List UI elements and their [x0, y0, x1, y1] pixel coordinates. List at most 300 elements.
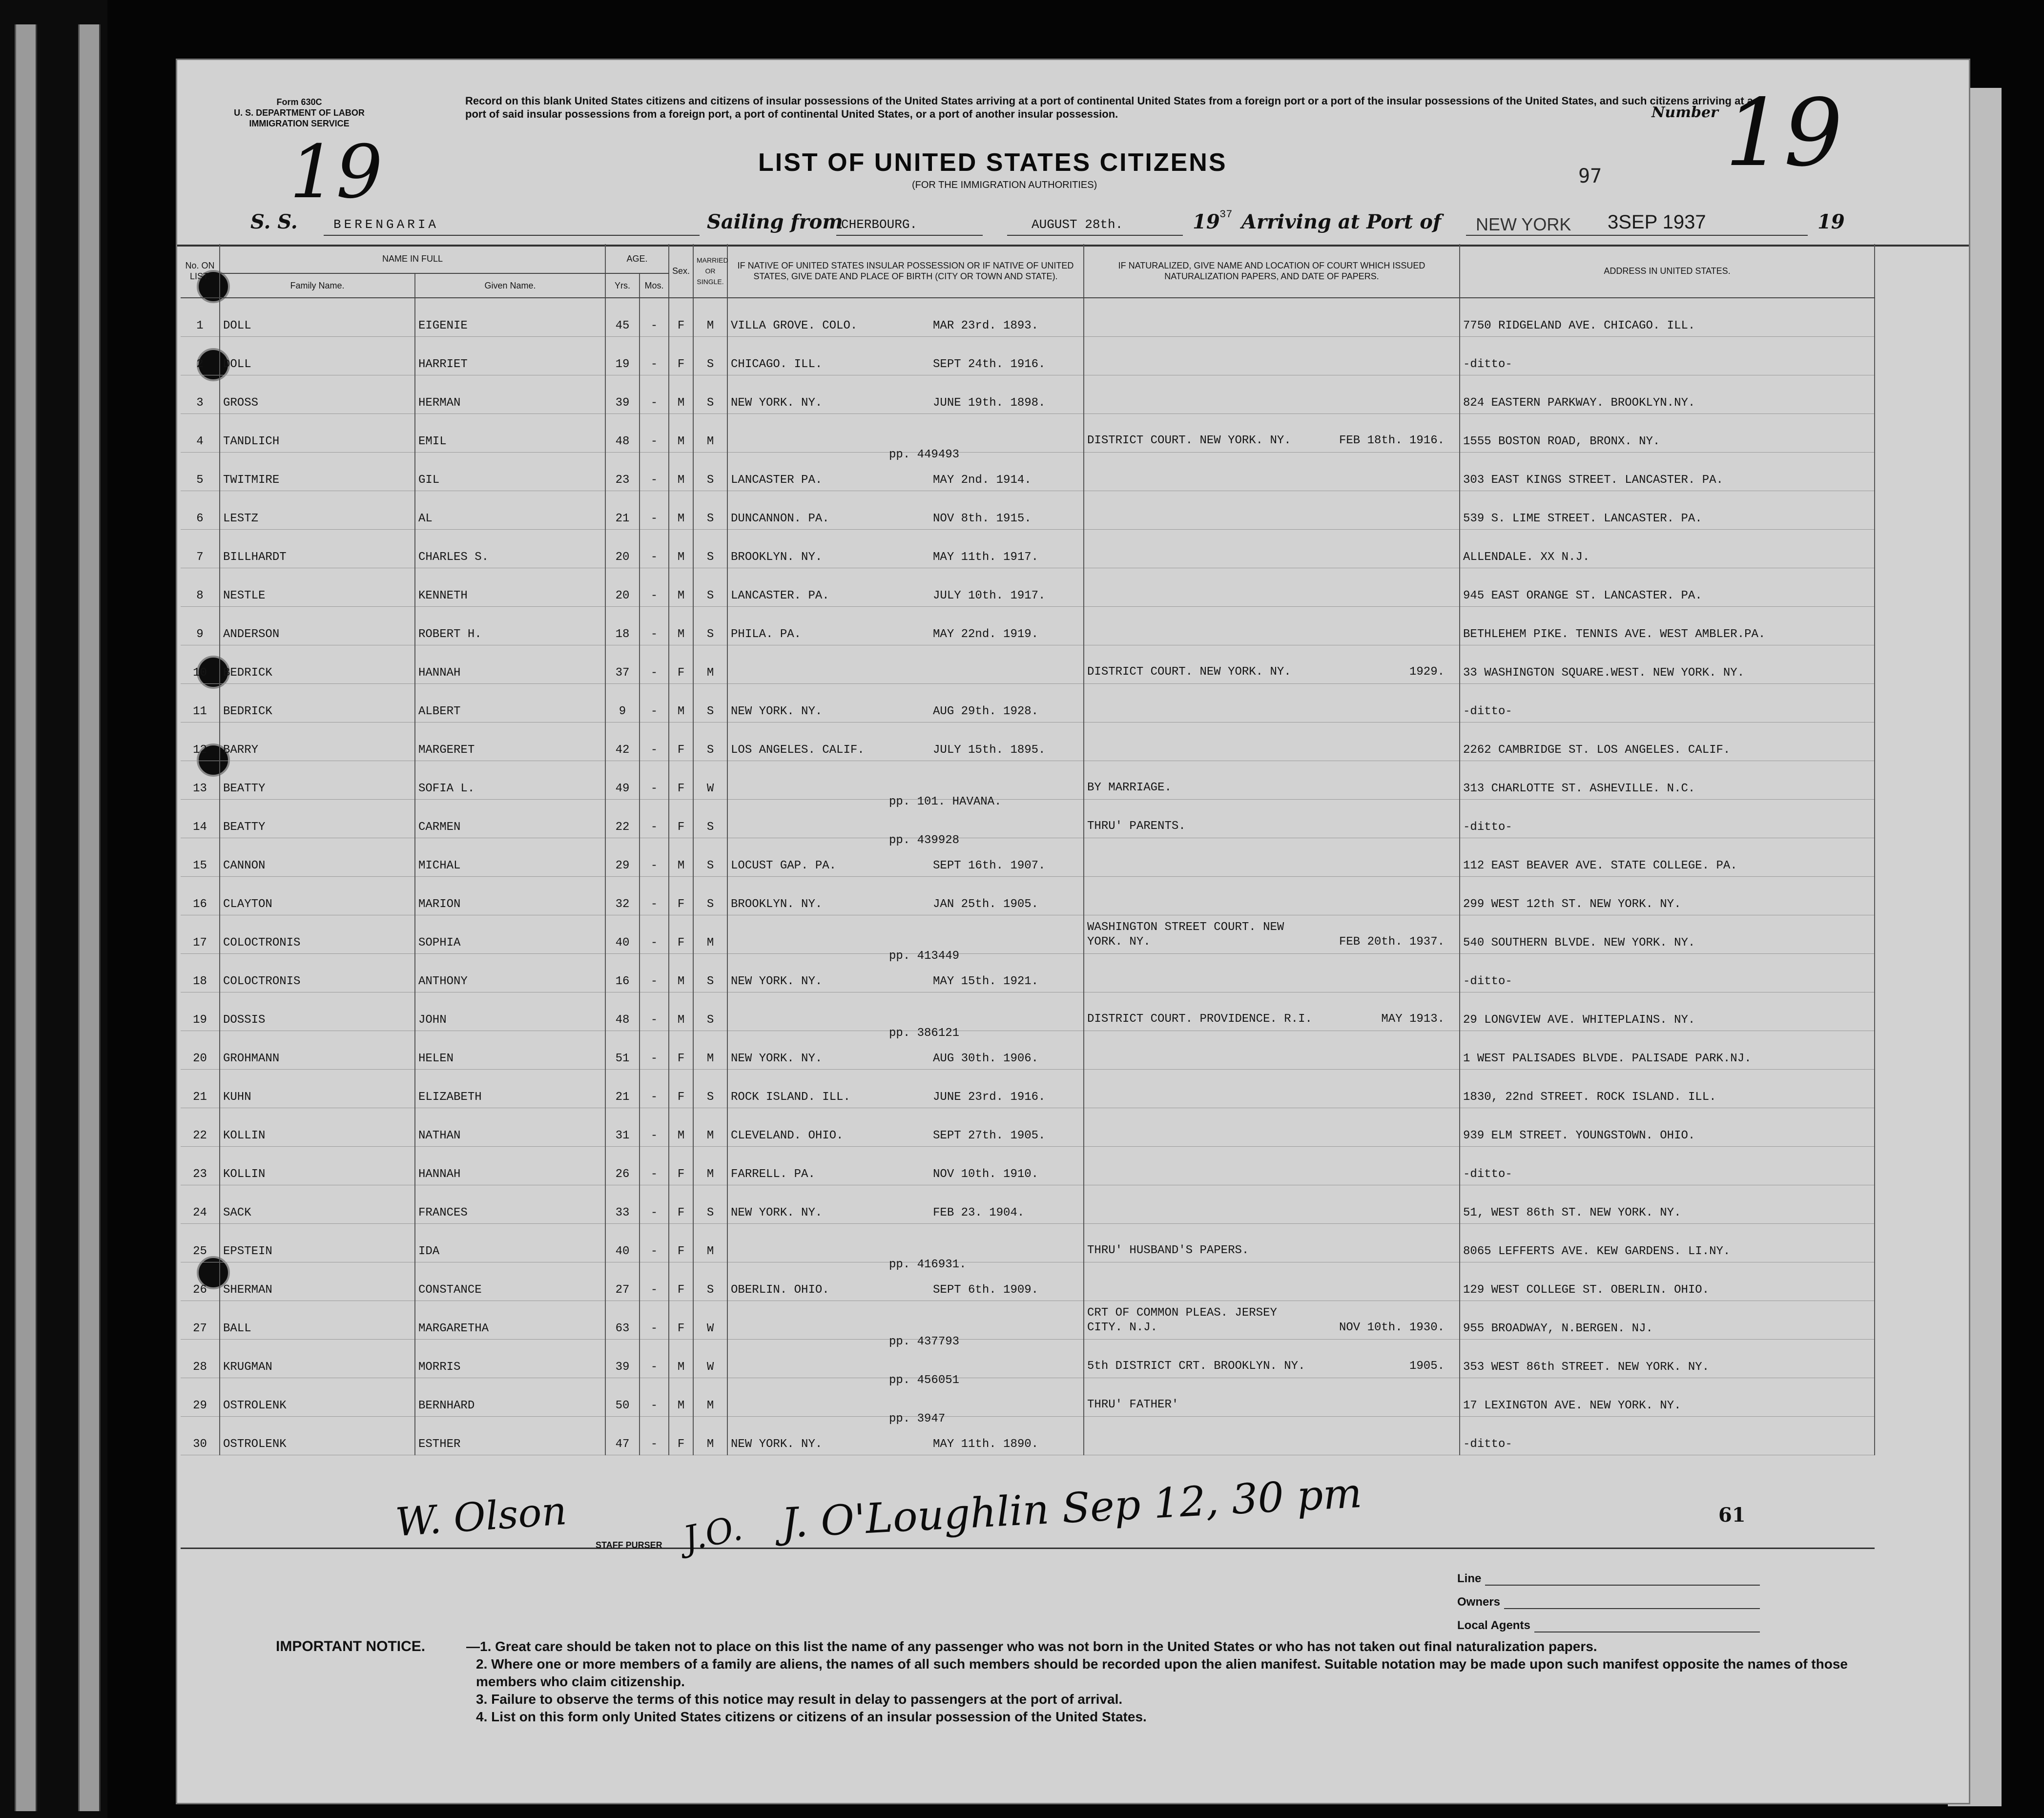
age-years: 31	[605, 1108, 640, 1146]
arriving-label: Arriving at Port of	[1241, 210, 1442, 233]
family-name: DOLL	[220, 298, 415, 336]
sex: F	[669, 1069, 693, 1108]
birth-info	[727, 606, 1084, 645]
row-number: 16	[181, 876, 220, 915]
court-date: MAY 1913.	[1381, 1012, 1445, 1026]
family-name: BILLHARDT	[220, 529, 415, 568]
passenger-table	[181, 244, 1875, 1455]
age-months: -	[640, 1262, 669, 1301]
row-number: 4	[181, 413, 220, 452]
sex: F	[669, 761, 693, 799]
table-row	[181, 568, 1875, 606]
row-number: 18	[181, 953, 220, 992]
given-name: HANNAH	[415, 645, 605, 683]
family-name: LESTZ	[220, 491, 415, 529]
family-name: BEDRICK	[220, 645, 415, 683]
birth-info	[727, 838, 1084, 876]
birth-place: NEW YORK. NY.	[731, 974, 823, 988]
binder-background	[0, 0, 107, 1818]
table-row	[181, 1069, 1875, 1108]
family-name: BEATTY	[220, 761, 415, 799]
family-name: BALL	[220, 1301, 415, 1339]
age-years: 63	[605, 1301, 640, 1339]
us-address: 824 EASTERN PARKWAY. BROOKLYN.NY.	[1460, 375, 1875, 413]
table-row	[181, 491, 1875, 529]
sex: M	[669, 683, 693, 722]
court-date: FEB 18th. 1916.	[1339, 434, 1445, 447]
table-row	[181, 1108, 1875, 1146]
col-header-mos: Mos.	[640, 273, 669, 298]
sex: M	[669, 413, 693, 452]
birth-info	[727, 1339, 1084, 1387]
department: U. S. DEPARTMENT OF LABOR	[234, 108, 365, 118]
birth-info	[727, 1185, 1084, 1223]
notice-item-2: 2. Where one or more members of a family are aliens, the names of all such members should be recorded upon the alien manifest. Suitable notation may be made upon such manifest opposite the names of those members who claim citizenship.	[476, 1656, 1848, 1689]
age-months: -	[640, 1108, 669, 1146]
naturalization-court	[1084, 298, 1460, 336]
birth-info	[727, 529, 1084, 568]
court-name: BY MARRIAGE.	[1087, 781, 1172, 794]
family-name: GROHMANN	[220, 1031, 415, 1069]
naturalization-court	[1084, 1262, 1460, 1301]
table-row	[181, 1416, 1875, 1455]
marital-status: S	[693, 606, 727, 645]
marital-status: W	[693, 761, 727, 799]
row-number: 3	[181, 375, 220, 413]
family-name: TWITMIRE	[220, 452, 415, 491]
given-name: SOPHIA	[415, 915, 605, 953]
age-years: 26	[605, 1146, 640, 1185]
court-name: DISTRICT COURT. NEW YORK. NY.	[1087, 434, 1291, 447]
birth-place: FARRELL. PA.	[731, 1167, 815, 1181]
family-name: BEATTY	[220, 799, 415, 838]
birth-info	[727, 683, 1084, 722]
row-number: 15	[181, 838, 220, 876]
birth-info	[727, 1146, 1084, 1185]
naturalization-court	[1084, 336, 1460, 375]
birth-info	[727, 1301, 1084, 1348]
marital-status: S	[693, 953, 727, 992]
given-name: MARGARETHA	[415, 1301, 605, 1339]
stamp-number: 97	[1578, 165, 1602, 187]
line-label: Line	[1457, 1572, 1482, 1585]
row-number: 22	[181, 1108, 220, 1146]
sex: F	[669, 915, 693, 953]
birth-info	[727, 413, 1084, 461]
sex: F	[669, 1146, 693, 1185]
marital-status: M	[693, 298, 727, 336]
naturalization-court	[1084, 838, 1460, 876]
naturalization-court	[1084, 1031, 1460, 1069]
birth-date: SEPT 16th. 1907.	[933, 859, 1046, 872]
family-name: OSTROLENK	[220, 1416, 415, 1455]
birth-date: MAY 15th. 1921.	[933, 974, 1039, 988]
given-name: ANTHONY	[415, 953, 605, 992]
court-name: THRU' HUSBAND'S PAPERS.	[1087, 1243, 1249, 1257]
sex: F	[669, 1301, 693, 1339]
birth-place: LOCUST GAP. PA.	[731, 859, 837, 872]
port-underline	[1466, 235, 1808, 236]
birth-place: OBERLIN. OHIO.	[731, 1283, 829, 1297]
row-number: 29	[181, 1378, 220, 1416]
age-years: 48	[605, 992, 640, 1031]
table-row	[181, 298, 1875, 336]
col-header-birth: IF NATIVE OF UNITED STATES INSULAR POSSESSION OR IF NATIVE OF UNITED STATES, GIVE DATE AND PLACE OF BIRTH (CITY OR TOWN AND STATE).	[727, 244, 1084, 298]
birth-place: NEW YORK. NY.	[731, 1437, 823, 1451]
age-months: -	[640, 761, 669, 799]
age-years: 20	[605, 529, 640, 568]
birth-info	[727, 645, 1084, 683]
marital-status: S	[693, 491, 727, 529]
table-row	[181, 1031, 1875, 1069]
row-number: 25	[181, 1223, 220, 1262]
birth-info	[727, 876, 1084, 915]
sex: M	[669, 953, 693, 992]
inspector-signature: J. O'Loughlin Sep 12, 30 pm	[780, 1468, 1363, 1548]
us-address: 539 S. LIME STREET. LANCASTER. PA.	[1460, 491, 1875, 529]
us-address: 303 EAST KINGS STREET. LANCASTER. PA.	[1460, 452, 1875, 491]
row-number: 14	[181, 799, 220, 838]
birth-date: pp. 101. HAVANA.	[889, 795, 1002, 808]
row-number: 19	[181, 992, 220, 1031]
naturalization-court	[1084, 1301, 1460, 1339]
table-row	[181, 799, 1875, 838]
form-identifier	[221, 97, 377, 129]
table-row	[181, 413, 1875, 452]
age-months: -	[640, 452, 669, 491]
birth-place: NEW YORK. NY.	[731, 1206, 823, 1219]
age-years: 37	[605, 645, 640, 683]
birth-info	[727, 491, 1084, 529]
court-name: WASHINGTON STREET COURT. NEW YORK. NY.	[1087, 920, 1284, 949]
given-name: JOHN	[415, 992, 605, 1031]
marital-status: S	[693, 1069, 727, 1108]
age-months: -	[640, 1416, 669, 1455]
table-row	[181, 606, 1875, 645]
row-number: 7	[181, 529, 220, 568]
document-title: LIST OF UNITED STATES CITIZENS	[758, 148, 1227, 177]
sex: M	[669, 1378, 693, 1416]
given-name: NATHAN	[415, 1108, 605, 1146]
birth-info	[727, 452, 1084, 491]
row-number: 13	[181, 761, 220, 799]
marital-status: S	[693, 452, 727, 491]
row-number: 8	[181, 568, 220, 606]
us-address: 51, WEST 86th ST. NEW YORK. NY.	[1460, 1185, 1875, 1223]
birth-date: MAR 23rd. 1893.	[933, 319, 1039, 332]
col-header-naturalized: IF NATURALIZED, GIVE NAME AND LOCATION OF COURT WHICH ISSUED NATURALIZATION PAPERS, AND DATE OF PAPERS.	[1084, 244, 1460, 298]
birth-date: JUNE 19th. 1898.	[933, 396, 1046, 410]
row-number: 23	[181, 1146, 220, 1185]
sex: F	[669, 645, 693, 683]
naturalization-court	[1084, 529, 1460, 568]
age-months: -	[640, 876, 669, 915]
age-years: 21	[605, 1069, 640, 1108]
sex: F	[669, 876, 693, 915]
owners-label: Owners	[1457, 1595, 1501, 1609]
naturalization-court	[1084, 683, 1460, 722]
us-address: -ditto-	[1460, 953, 1875, 992]
age-months: -	[640, 529, 669, 568]
table-row	[181, 1223, 1875, 1262]
age-years: 39	[605, 375, 640, 413]
birth-info	[727, 1069, 1084, 1108]
birth-date: pp. 456051	[889, 1373, 960, 1387]
birth-place: LOS ANGELES. CALIF.	[731, 743, 865, 757]
age-months: -	[640, 799, 669, 838]
row-number: 2	[181, 336, 220, 375]
passenger-rows	[181, 298, 1875, 1455]
naturalization-court	[1084, 1378, 1460, 1416]
marital-status: S	[693, 1262, 727, 1301]
marital-status: S	[693, 529, 727, 568]
table-row	[181, 336, 1875, 375]
age-months: -	[640, 1185, 669, 1223]
age-years: 20	[605, 568, 640, 606]
voyage-line	[250, 207, 1910, 241]
us-address: 353 WEST 86th STREET. NEW YORK. NY.	[1460, 1339, 1875, 1378]
age-months: -	[640, 915, 669, 953]
col-header-name: NAME IN FULL	[220, 244, 605, 273]
date-underline	[1007, 235, 1183, 236]
us-address: 540 SOUTHERN BLVDE. NEW YORK. NY.	[1460, 915, 1875, 953]
table-bottom-rule	[181, 1548, 1875, 1549]
birth-info	[727, 1262, 1084, 1301]
us-address: 299 WEST 12th ST. NEW YORK. NY.	[1460, 876, 1875, 915]
table-row	[181, 683, 1875, 722]
birth-date: pp. 437793	[889, 1335, 960, 1348]
row-number: 30	[181, 1416, 220, 1455]
us-address: 945 EAST ORANGE ST. LANCASTER. PA.	[1460, 568, 1875, 606]
col-header-no: No. ON LIST.	[181, 244, 220, 298]
age-years: 21	[605, 491, 640, 529]
age-years: 27	[605, 1262, 640, 1301]
col-header-family: Family Name.	[220, 273, 415, 298]
birth-date: NOV 10th. 1910.	[933, 1167, 1039, 1181]
sailing-date: AUGUST 28th.	[1032, 217, 1123, 232]
table-row	[181, 838, 1875, 876]
row-number: 28	[181, 1339, 220, 1378]
given-name: EIGENIE	[415, 298, 605, 336]
us-address: ALLENDALE. XX N.J.	[1460, 529, 1875, 568]
birth-date: JULY 15th. 1895.	[933, 743, 1046, 757]
marital-status: W	[693, 1339, 727, 1378]
age-years: 42	[605, 722, 640, 761]
marital-status: S	[693, 799, 727, 838]
us-address: 1555 BOSTON ROAD, BRONX. NY.	[1460, 413, 1875, 452]
year-suffix: 19	[1817, 210, 1845, 233]
age-months: -	[640, 606, 669, 645]
birth-place: BROOKLYN. NY.	[731, 897, 823, 911]
marital-status: S	[693, 722, 727, 761]
table-row	[181, 722, 1875, 761]
sex: M	[669, 375, 693, 413]
age-years: 40	[605, 1223, 640, 1262]
row-number: 26	[181, 1262, 220, 1301]
sex: M	[669, 606, 693, 645]
table-row	[181, 1185, 1875, 1223]
row-number: 10	[181, 645, 220, 683]
us-address: -ditto-	[1460, 1146, 1875, 1185]
naturalization-court	[1084, 452, 1460, 491]
ss-label: S. S.	[250, 210, 298, 233]
notice-item-3: 3. Failure to observe the terms of this notice may result in delay to passengers at the port of arrival.	[476, 1692, 1123, 1707]
family-name: DOSSIS	[220, 992, 415, 1031]
age-years: 29	[605, 838, 640, 876]
us-address: 1 WEST PALISADES BLVDE. PALISADE PARK.NJ.	[1460, 1031, 1875, 1069]
binder-strip-left	[15, 24, 37, 1811]
staff-purser-label: STAFF PURSER	[596, 1540, 662, 1550]
naturalization-court	[1084, 1069, 1460, 1108]
marital-status: M	[693, 1378, 727, 1416]
marital-status: S	[693, 375, 727, 413]
table-row	[181, 452, 1875, 491]
important-notice	[276, 1638, 1858, 1726]
sex: F	[669, 722, 693, 761]
age-months: -	[640, 953, 669, 992]
us-address: -ditto-	[1460, 336, 1875, 375]
family-name: KOLLIN	[220, 1146, 415, 1185]
family-name: GROSS	[220, 375, 415, 413]
sex: M	[669, 568, 693, 606]
given-name: MARION	[415, 876, 605, 915]
sex: M	[669, 838, 693, 876]
age-years: 48	[605, 413, 640, 452]
birth-info	[727, 915, 1084, 963]
birth-date: NOV 8th. 1915.	[933, 512, 1032, 525]
birth-info	[727, 799, 1084, 847]
given-name: SOFIA L.	[415, 761, 605, 799]
ship-underline	[324, 235, 700, 236]
age-years: 47	[605, 1416, 640, 1455]
page-number: 61	[1718, 1504, 1746, 1527]
given-name: MICHAL	[415, 838, 605, 876]
age-years: 51	[605, 1031, 640, 1069]
given-name: GIL	[415, 452, 605, 491]
age-months: -	[640, 568, 669, 606]
us-address: 2262 CAMBRIDGE ST. LOS ANGELES. CALIF.	[1460, 722, 1875, 761]
birth-info	[727, 953, 1084, 992]
family-name: COLOCTRONIS	[220, 953, 415, 992]
us-address: 29 LONGVIEW AVE. WHITEPLAINS. NY.	[1460, 992, 1875, 1031]
family-name: CANNON	[220, 838, 415, 876]
court-name: DISTRICT COURT. NEW YORK. NY.	[1087, 665, 1291, 679]
birth-info	[727, 1416, 1084, 1455]
naturalization-court	[1084, 1185, 1460, 1223]
court-name: CRT OF COMMON PLEAS. JERSEY CITY. N.J.	[1087, 1306, 1277, 1334]
birth-info	[727, 568, 1084, 606]
ship-name: BERENGARIA	[333, 217, 439, 232]
birth-date: pp. 416931.	[889, 1258, 967, 1271]
birth-info	[727, 1031, 1084, 1069]
given-name: MARGERET	[415, 722, 605, 761]
age-months: -	[640, 683, 669, 722]
given-name: EMIL	[415, 413, 605, 452]
age-years: 49	[605, 761, 640, 799]
given-name: ESTHER	[415, 1416, 605, 1455]
naturalization-court	[1084, 1416, 1460, 1455]
us-address: 129 WEST COLLEGE ST. OBERLIN. OHIO.	[1460, 1262, 1875, 1301]
sex: M	[669, 491, 693, 529]
birth-place: DUNCANNON. PA.	[731, 512, 829, 525]
sex: F	[669, 298, 693, 336]
age-months: -	[640, 413, 669, 452]
given-name: HELEN	[415, 1031, 605, 1069]
family-name: DOLL	[220, 336, 415, 375]
table-row	[181, 876, 1875, 915]
court-date: 1929.	[1409, 665, 1445, 679]
given-name: HERMAN	[415, 375, 605, 413]
naturalization-court	[1084, 491, 1460, 529]
birth-date: AUG 29th. 1928.	[933, 704, 1039, 718]
sailing-from-label: Sailing from	[707, 210, 843, 233]
birth-date: MAY 11th. 1917.	[933, 550, 1039, 564]
birth-date: AUG 30th. 1906.	[933, 1052, 1039, 1065]
birth-place: PHILA. PA.	[731, 627, 802, 641]
age-months: -	[640, 838, 669, 876]
birth-place: VILLA GROVE. COLO.	[731, 319, 858, 332]
birth-info	[727, 761, 1084, 808]
birth-info	[727, 1108, 1084, 1146]
col-header-given: Given Name.	[415, 273, 605, 298]
us-address: 8065 LEFFERTS AVE. KEW GARDENS. LI.NY.	[1460, 1223, 1875, 1262]
birth-info	[727, 1378, 1084, 1425]
sex: M	[669, 1339, 693, 1378]
naturalization-court	[1084, 761, 1460, 799]
naturalization-court	[1084, 375, 1460, 413]
year: 37	[1219, 208, 1233, 221]
family-name: NESTLE	[220, 568, 415, 606]
table-row	[181, 992, 1875, 1031]
sex: F	[669, 336, 693, 375]
notice-item-4: 4. List on this form only United States citizens or citizens of an insular possession of the United States.	[476, 1709, 1147, 1724]
birth-info	[727, 298, 1084, 336]
us-address: 17 LEXINGTON AVE. NEW YORK. NY.	[1460, 1378, 1875, 1416]
naturalization-court	[1084, 1108, 1460, 1146]
sex: F	[669, 1262, 693, 1301]
family-name: CLAYTON	[220, 876, 415, 915]
naturalization-court	[1084, 799, 1460, 838]
birth-date: MAY 11th. 1890.	[933, 1437, 1039, 1451]
row-number: 1	[181, 298, 220, 336]
us-address: 7750 RIDGELAND AVE. CHICAGO. ILL.	[1460, 298, 1875, 336]
notice-heading: IMPORTANT NOTICE.	[276, 1638, 426, 1654]
sex: M	[669, 452, 693, 491]
given-name: BERNHARD	[415, 1378, 605, 1416]
marital-status: S	[693, 568, 727, 606]
court-date: FEB 20th. 1937.	[1339, 935, 1445, 949]
birth-date: JAN 25th. 1905.	[933, 897, 1039, 911]
binder-strip-right	[78, 24, 101, 1811]
family-name: COLOCTRONIS	[220, 915, 415, 953]
from-underline	[836, 235, 983, 236]
age-years: 22	[605, 799, 640, 838]
agents-label: Local Agents	[1457, 1619, 1530, 1632]
age-months: -	[640, 336, 669, 375]
age-years: 45	[605, 298, 640, 336]
birth-date: MAY 22nd. 1919.	[933, 627, 1039, 641]
sex: F	[669, 1416, 693, 1455]
us-address: 313 CHARLOTTE ST. ASHEVILLE. N.C.	[1460, 761, 1875, 799]
document-subtitle: (FOR THE IMMIGRATION AUTHORITIES)	[912, 180, 1097, 190]
marital-status: M	[693, 413, 727, 452]
table-row	[181, 1146, 1875, 1185]
family-name: TANDLICH	[220, 413, 415, 452]
birth-place: LANCASTER. PA.	[731, 589, 829, 602]
line-owners-agents	[1457, 1562, 1760, 1632]
birth-date: pp. 413449	[889, 949, 960, 963]
age-years: 23	[605, 452, 640, 491]
